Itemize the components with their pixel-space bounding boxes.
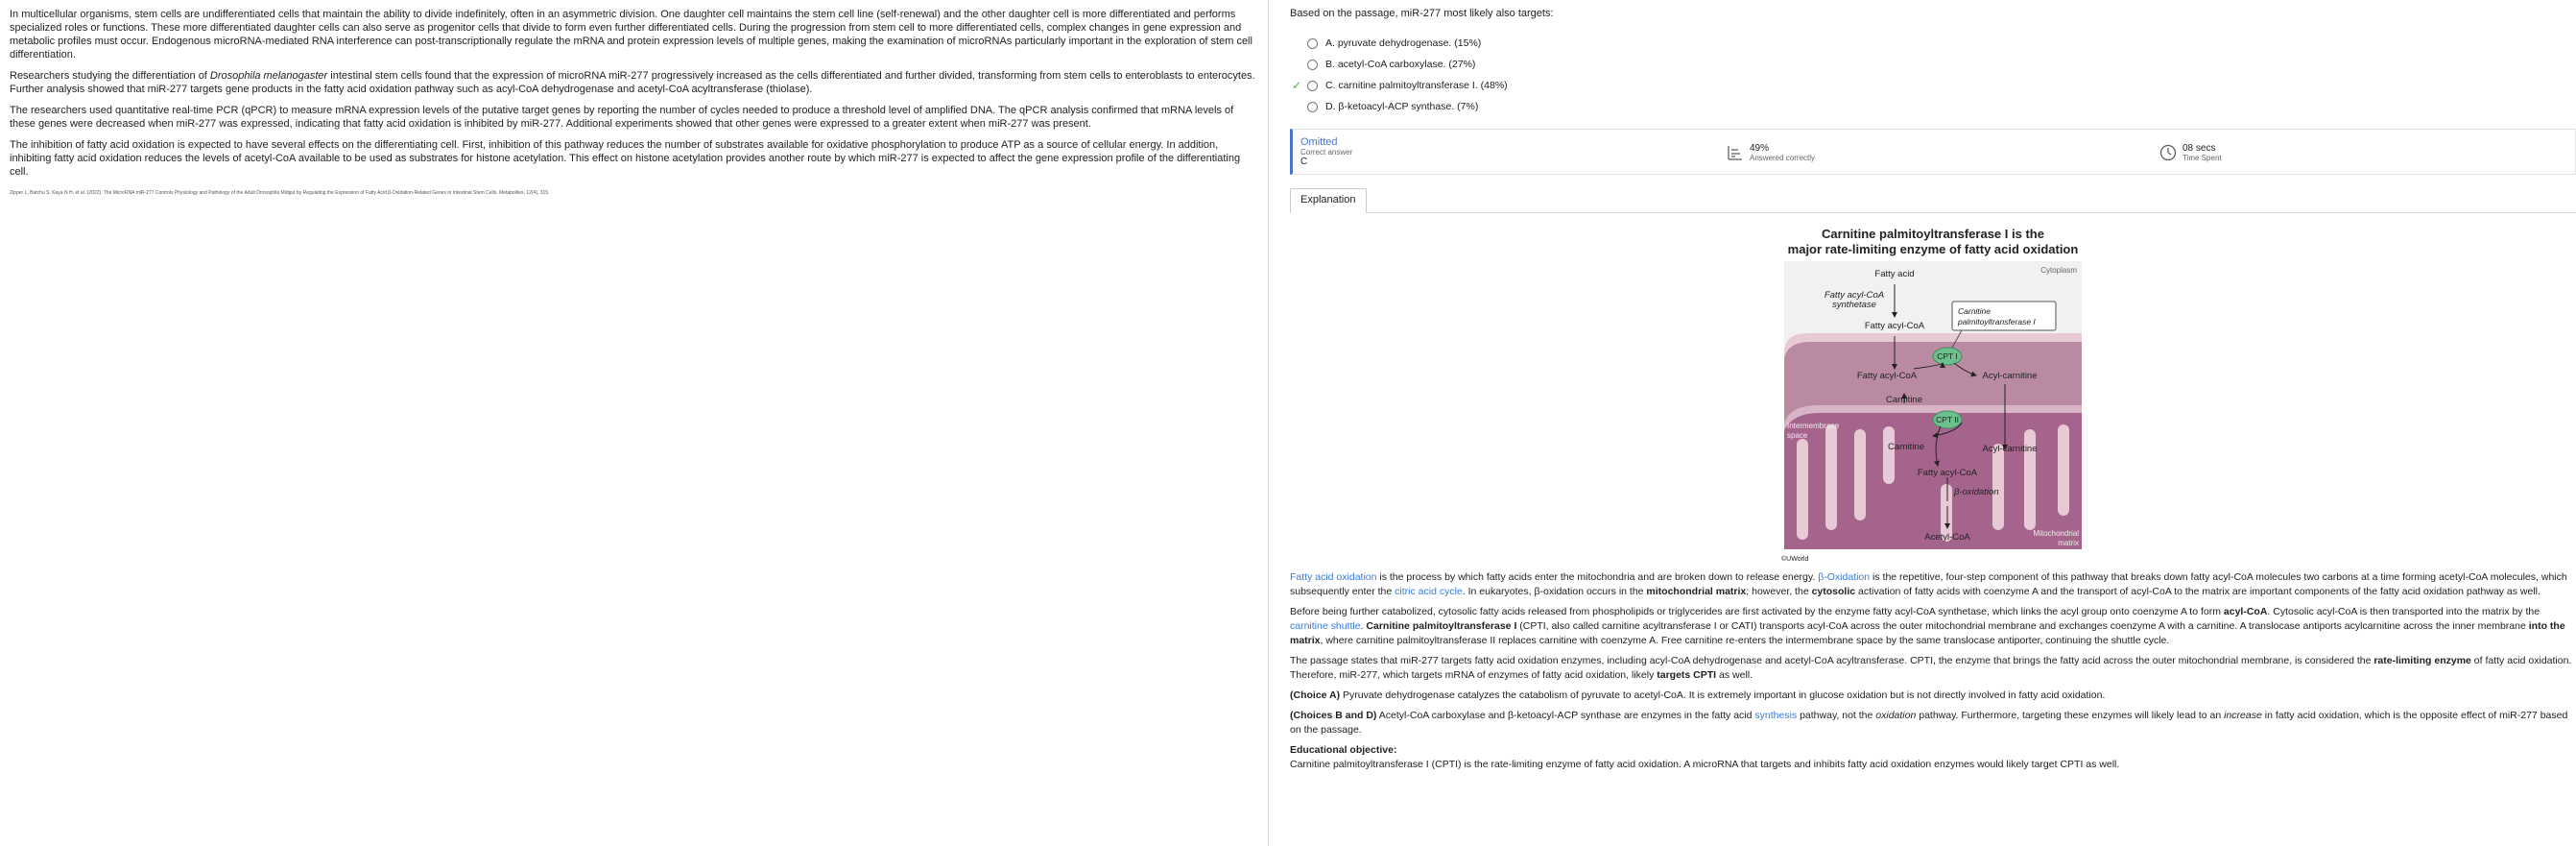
question-stem: Based on the passage, miR-277 most likely also targets: bbox=[1290, 8, 1554, 19]
link-fatty-acid-oxidation[interactable]: Fatty acid oxidation bbox=[1290, 571, 1377, 583]
link-synthesis[interactable]: synthesis bbox=[1754, 710, 1798, 721]
bar-chart-icon bbox=[1727, 144, 1744, 161]
bold-text: acyl-CoA bbox=[2223, 606, 2268, 617]
text: ; however, the bbox=[1746, 586, 1812, 597]
explanation-paragraph-1 bbox=[1290, 570, 2576, 599]
bold-text: mitochondrial matrix bbox=[1646, 586, 1747, 597]
clock-icon bbox=[2159, 144, 2177, 161]
bold-text: into the matrix bbox=[1290, 620, 2565, 646]
radio-button[interactable] bbox=[1307, 102, 1318, 112]
text: . In eukaryotes, β-oxidation occurs in the bbox=[1462, 586, 1647, 597]
explanation-paragraph-3 bbox=[1290, 654, 2576, 683]
label-carnitine-top: Carnitine bbox=[1885, 395, 1923, 405]
label-cpt2: CPT II bbox=[1936, 415, 1959, 424]
label-synthetase-2: synthetase bbox=[1832, 300, 1876, 310]
percent-correct-stat bbox=[1727, 143, 1815, 162]
tab-bar bbox=[1290, 188, 2576, 213]
choice-text: acetyl-CoA carboxylase. bbox=[1337, 59, 1446, 70]
choice-percent: (27%) bbox=[1448, 59, 1476, 70]
citation: Zipper L, Batchu S, Kaya N H, et al. (2022). The MicroRNA miR-277 Controls Physiology and Pathology of the Adult Drosophila Midgut by Regulating the Expression of Fatty Acid β-Oxidation-Related Genes in Intestinal Stem Cells. Metabolites, 12(4), 315. bbox=[10, 190, 550, 196]
choice-c[interactable] bbox=[1290, 75, 2576, 96]
bold-text: targets CPTI bbox=[1657, 669, 1717, 681]
text: is the repetitive, four-step component of this pathway that breaks down fatty acyl-CoA molecules two carbons at a time forming acetyl-CoA molecules, which subsequently enter the bbox=[1290, 571, 2567, 597]
percent-value: 49% bbox=[1750, 143, 1770, 154]
correct-answer-value: C bbox=[1300, 157, 1308, 167]
species-name: Drosophila melanogaster bbox=[209, 70, 328, 82]
copyright: ©UWorld bbox=[1781, 556, 1809, 563]
text: Acetyl-CoA carboxylase and β-ketoacyl-ACP synthase are enzymes in the fatty acid bbox=[1376, 710, 1755, 721]
label-matrix-2: matrix bbox=[2058, 539, 2079, 547]
link-citric-acid-cycle[interactable]: citric acid cycle bbox=[1395, 586, 1463, 597]
text: (CPTI, also called carnitine acyltransferase I or CATI) transports acyl-CoA across the outer mitochondrial membrane and exchanges coenzyme A with a carnitine. A translocase antiports acylcarnitine across the inner membrane bbox=[1516, 620, 2529, 632]
passage-text: intestinal stem cells found that the expression of microRNA miR-277 progressively increased as the cells differentiated and further divided, transforming from stem cells to enteroblasts to enterocytes. Further analysis showed that miR-277 targets gene products in the fatty acid oxidation pathway such as acyl-CoA dehydrogenase and acetyl-CoA acyltransferase (thiolase). bbox=[10, 70, 1255, 95]
label-carnitine-bottom: Carnitine bbox=[1887, 442, 1925, 452]
link-carnitine-shuttle[interactable]: carnitine shuttle bbox=[1290, 620, 1361, 632]
label-fatty-acid: Fatty acid bbox=[1874, 269, 1915, 279]
explanation-choices-b-d bbox=[1290, 709, 2576, 737]
text: , where carnitine palmitoyltransferase II replaces carnitine with coenzyme A. Free carnitine re-enters the intermembrane space by the same translocase antiporter, continuing the shuttle cycle. bbox=[1320, 635, 2170, 646]
bold-text: Carnitine palmitoyltransferase I bbox=[1366, 620, 1517, 632]
passage-text: Researchers studying the differentiation of bbox=[10, 70, 210, 82]
choice-percent: (15%) bbox=[1454, 37, 1482, 49]
tab-explanation[interactable]: Explanation bbox=[1290, 188, 1367, 213]
italic-text: increase bbox=[2224, 710, 2262, 721]
passage-panel bbox=[0, 0, 1269, 846]
label-fatty-acyl-coa-bottom: Fatty acyl-CoA bbox=[1917, 468, 1978, 478]
text: . bbox=[1360, 620, 1367, 632]
answer-choices bbox=[1290, 33, 2576, 117]
label-intermembrane-2: space bbox=[1787, 431, 1808, 440]
explanation-text bbox=[1290, 570, 2576, 772]
figure-container bbox=[1290, 261, 2576, 565]
choice-letter: B. bbox=[1325, 59, 1335, 70]
question-panel bbox=[1269, 0, 2576, 846]
label-acyl-carnitine-bottom: Acyl-carnitine bbox=[1982, 444, 2038, 454]
choice-percent: (7%) bbox=[1457, 101, 1479, 112]
label-callout-2: palmitoyltransferase I bbox=[1958, 317, 2036, 326]
bold-text: (Choices B and D) bbox=[1290, 710, 1377, 721]
label-fatty-acyl-coa-top: Fatty acyl-CoA bbox=[1864, 321, 1925, 331]
educational-objective-title: Educational objective: bbox=[1290, 744, 1397, 756]
time-label: Time Spent bbox=[2182, 154, 2222, 162]
figure-title bbox=[1290, 227, 2576, 257]
passage-paragraph-1: In multicellular organisms, stem cells are undifferentiated cells that maintain the ability to divide indefinitely, often in an asymmetric division. One daughter cell maintains the stem cell line (self-renewal) and the other daughter cell is more differentiated and performs specialized roles or functions. These more differentiated daughter cells can also serve as progenitor cells that divide to form even further differentiated cells. During the progression from stem cell to more differentiated cells, complex changes in gene expression and metabolic profiles must occur. Endogenous microRNA-mediated RNA interference can post-transcriptionally regulate the mRNA and protein expression levels of multiple genes, making the examination of microRNAs particularly important in the exploration of stem cell differentiation. bbox=[10, 9, 1252, 60]
radio-button[interactable] bbox=[1307, 38, 1318, 49]
choice-text: β-ketoacyl-ACP synthase. bbox=[1338, 101, 1455, 112]
radio-button[interactable] bbox=[1307, 60, 1318, 70]
label-beta-oxidation: β-oxidation bbox=[1954, 487, 1999, 497]
label-cytoplasm: Cytoplasm bbox=[2040, 266, 2077, 275]
passage-paragraph-3: The researchers used quantitative real-time PCR (qPCR) to measure mRNA expression levels of the putative target genes by reporting the number of cycles needed to produce a threshold level of amplified DNA. The qPCR analysis confirmed that mRNA levels of these genes were decreased when miR-277 was expressed, indicating that fatty acid oxidation is inhibited by miR-277. Additional experiments showed that other genes were expressed to a greater extent when miR-277 was present. bbox=[10, 105, 1234, 130]
result-summary bbox=[1300, 136, 1352, 167]
text: . Cytosolic acyl-CoA is then transported into the matrix by the bbox=[2267, 606, 2540, 617]
bold-text: rate-limiting enzyme bbox=[2373, 655, 2471, 666]
choice-percent: (48%) bbox=[1480, 80, 1508, 91]
choice-letter: C. bbox=[1325, 80, 1336, 91]
text: pathway. Furthermore, targeting these enzymes will likely lead to an bbox=[1916, 710, 2225, 721]
figure-title-line1: Carnitine palmitoyltransferase I is the bbox=[1822, 227, 2044, 241]
correct-check-icon: ✓ bbox=[1291, 79, 1302, 92]
choice-a[interactable] bbox=[1290, 33, 2576, 54]
text: as well. bbox=[1716, 669, 1753, 681]
text: Before being further catabolized, cytosolic fatty acids released from phospholipids or triglycerides are first activated by the enzyme fatty acyl-CoA synthetase, which links the acyl group onto coenzyme A to form bbox=[1290, 606, 2224, 617]
choice-text: pyruvate dehydrogenase. bbox=[1337, 37, 1452, 49]
radio-button[interactable] bbox=[1307, 81, 1318, 91]
passage-paragraph-4: The inhibition of fatty acid oxidation is expected to have several effects on the differentiating cell. First, inhibition of this pathway reduces the number of substrates available for oxidative phosphorylation to produce ATP as a source of cellular energy. In addition, inhibiting fatty acid oxidation reduces the levels of acetyl-CoA available to be used as substrates for histone acetylation. This effect on histone acetylation provides another route by which miR-277 is expected to affect the gene expression profile of the differentiating cell. bbox=[10, 139, 1241, 178]
correct-answer-label: Correct answer bbox=[1300, 148, 1353, 157]
time-value: 08 secs bbox=[2182, 143, 2216, 154]
explanation-paragraph-2 bbox=[1290, 605, 2576, 648]
label-cpt1: CPT I bbox=[1937, 351, 1958, 361]
text: pathway, not the bbox=[1797, 710, 1876, 721]
text: of fatty acid oxidation. Therefore, miR-277, which targets mRNA of enzymes of fatty acid oxidation, likely bbox=[1290, 655, 2572, 681]
time-spent-stat bbox=[2159, 143, 2222, 162]
label-callout-1: Carnitine bbox=[1958, 306, 1992, 316]
label-matrix-1: Mitochondrial bbox=[2033, 529, 2079, 538]
text: activation of fatty acids with coenzyme A and the transport of acyl-CoA to the matrix are important components of the fatty acid oxidation pathway as well. bbox=[1855, 586, 2540, 597]
choice-letter: D. bbox=[1325, 101, 1336, 112]
label-fatty-acyl-coa-mid: Fatty acyl-CoA bbox=[1856, 371, 1918, 381]
label-synthetase-1: Fatty acyl-CoA bbox=[1824, 290, 1885, 301]
choice-d[interactable] bbox=[1290, 96, 2576, 117]
result-status-bar bbox=[1290, 129, 2576, 175]
text: Pyruvate dehydrogenase catalyzes the catabolism of pyruvate to acetyl-CoA. It is extremely important in glucose oxidation but is not directly involved in fatty acid oxidation. bbox=[1340, 689, 2106, 701]
explanation-choice-a bbox=[1290, 689, 2576, 703]
bold-text: (Choice A) bbox=[1290, 689, 1341, 701]
italic-text: oxidation bbox=[1875, 710, 1917, 721]
choice-letter: A. bbox=[1325, 37, 1335, 49]
figure-title-line2: major rate-limiting enzyme of fatty acid oxidation bbox=[1787, 242, 2079, 256]
educational-objective-text: Carnitine palmitoyltransferase I (CPTI) is the rate-limiting enzyme of fatty acid oxidation. A microRNA that targets and inhibits fatty acid oxidation enzymes would likely target CPTI as well. bbox=[1290, 759, 2120, 770]
percent-label: Answered correctly bbox=[1750, 154, 1816, 162]
link-beta-oxidation[interactable]: β-Oxidation bbox=[1818, 571, 1871, 583]
choice-text: carnitine palmitoyltransferase I. bbox=[1338, 80, 1478, 91]
passage-paragraph-2 bbox=[10, 69, 1258, 96]
text: is the process by which fatty acids enter the mitochondria and are broken down to release energy. bbox=[1376, 571, 1819, 583]
label-intermembrane-1: Intermembrane bbox=[1787, 422, 1840, 430]
carnitine-shuttle-diagram bbox=[1779, 261, 2087, 565]
label-acetyl-coa: Acetyl-CoA bbox=[1924, 532, 1970, 543]
label-acyl-carnitine-top: Acyl-carnitine bbox=[1982, 371, 2038, 381]
text: The passage states that miR-277 targets fatty acid oxidation enzymes, including acyl-CoA dehydrogenase and acetyl-CoA acyltransferase. CPTI, the enzyme that brings the fatty acid across the outer mitochondrial membrane, is considered the bbox=[1290, 655, 2374, 666]
bold-text: cytosolic bbox=[1811, 586, 1856, 597]
text: in fatty acid oxidation, which is the opposite effect of miR-277 based on the passage. bbox=[1290, 710, 2568, 736]
result-label: Omitted bbox=[1300, 136, 1338, 148]
choice-b[interactable] bbox=[1290, 54, 2576, 75]
